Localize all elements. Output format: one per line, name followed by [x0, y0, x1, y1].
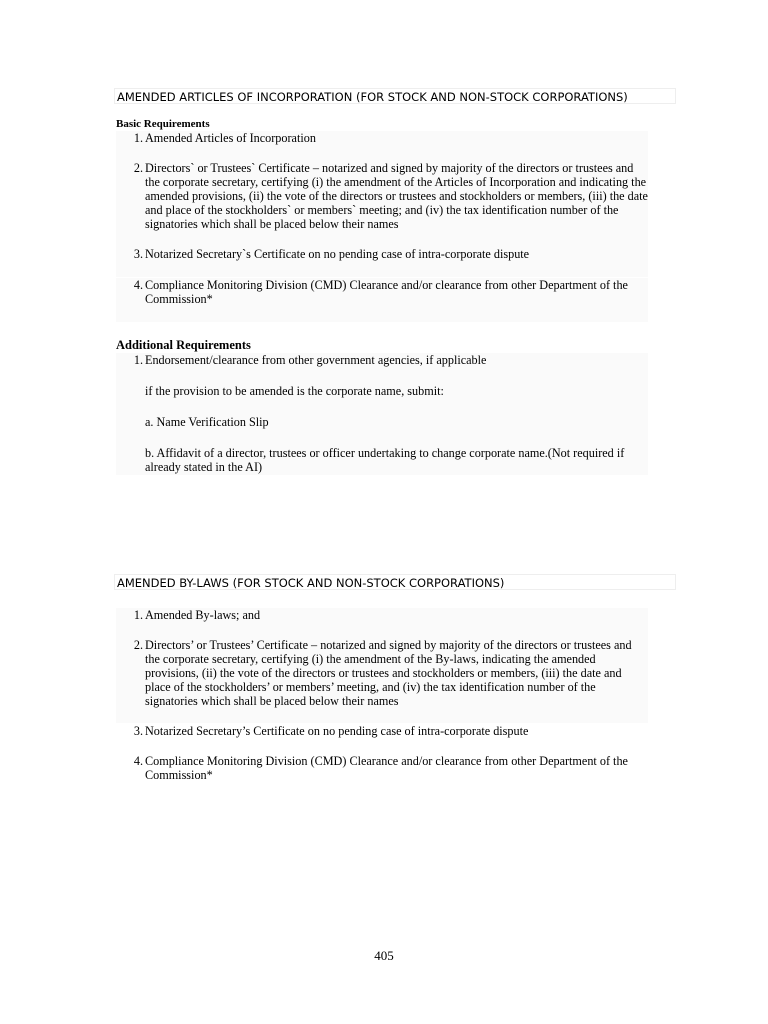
list-item: [116, 608, 648, 622]
item-number: 1.: [133, 608, 143, 622]
basic-requirements-list: [116, 131, 648, 277]
item-text: Notarized Secretary`s Certificate on no pending case of intra-corporate dispute: [145, 247, 530, 261]
section-title-articles: AMENDED ARTICLES OF INCORPORATION (FOR STOCK AND NON-STOCK CORPORATIONS): [114, 88, 676, 104]
list-item: [116, 754, 648, 782]
item-number: 3.: [133, 724, 143, 738]
list-item: [116, 353, 648, 367]
affidavit-note: b. Affidavit of a director, trustees or officer undertaking to change corporate name.(Not required if already stated in the AI): [145, 446, 625, 474]
item-text: Notarized Secretary’s Certificate on no pending case of intra-corporate dispute: [145, 724, 529, 738]
item-text: Amended By-laws; and: [145, 608, 261, 622]
list-item: [116, 724, 648, 738]
additional-requirements-list: [116, 353, 648, 475]
item-number: 4.: [133, 278, 143, 292]
item-number: 1.: [133, 353, 143, 367]
item-text: Endorsement/clearance from other government agencies, if applicable: [145, 353, 487, 367]
list-item: [116, 161, 648, 231]
item-number: 4.: [133, 754, 143, 768]
additional-requirements-heading: Additional Requirements: [116, 338, 251, 352]
item-text: Directors’ or Trustees’ Certificate – notarized and signed by majority of the directors or trustees and the corporate secretary, certifying (i) the amendment of the By-laws, indicating the amended provisions, (ii) the vote of the directors or trustees and stockholders or members, (iii) the date and place of the stockholders’ or members’ meeting, and (iv) the tax identification number of the signatories which shall be placed below their names: [145, 638, 632, 708]
item-text: Directors` or Trustees` Certificate – notarized and signed by majority of the directors or trustees and the corporate secretary, certifying (i) the amendment of the Articles of Incorporation and indicating the amended provisions, (ii) the vote of the directors or trustees and stockholders or members, (iii) the date and place of the stockholders` or members` meeting; and (iv) the tax identification number of the signatories which shall be placed below their names: [145, 161, 648, 231]
list-item: [116, 278, 648, 306]
item-number: 1.: [133, 131, 143, 145]
item-text: Amended Articles of Incorporation: [145, 131, 316, 145]
bylaws-requirements-list: [116, 608, 648, 723]
corporate-name-note: if the provision to be amended is the corporate name, submit:: [145, 384, 444, 398]
list-item: [116, 247, 648, 261]
list-item: [116, 638, 648, 708]
name-verification-slip: a. Name Verification Slip: [145, 415, 269, 429]
basic-requirements-list-continued: [116, 278, 648, 322]
list-item: [116, 131, 648, 145]
item-number: 3.: [133, 247, 143, 261]
bylaws-requirements-list-continued: [116, 724, 648, 798]
item-text: Compliance Monitoring Division (CMD) Clearance and/or clearance from other Department of the Commission*: [145, 278, 628, 306]
item-text: Compliance Monitoring Division (CMD) Clearance and/or clearance from other Department of the Commission*: [145, 754, 628, 782]
section-title-bylaws: AMENDED BY-LAWS (FOR STOCK AND NON-STOCK CORPORATIONS): [114, 574, 676, 590]
item-number: 2.: [133, 161, 143, 175]
item-number: 2.: [133, 638, 143, 652]
page-number: 405: [374, 948, 394, 963]
basic-requirements-heading: Basic Requirements: [116, 118, 210, 130]
